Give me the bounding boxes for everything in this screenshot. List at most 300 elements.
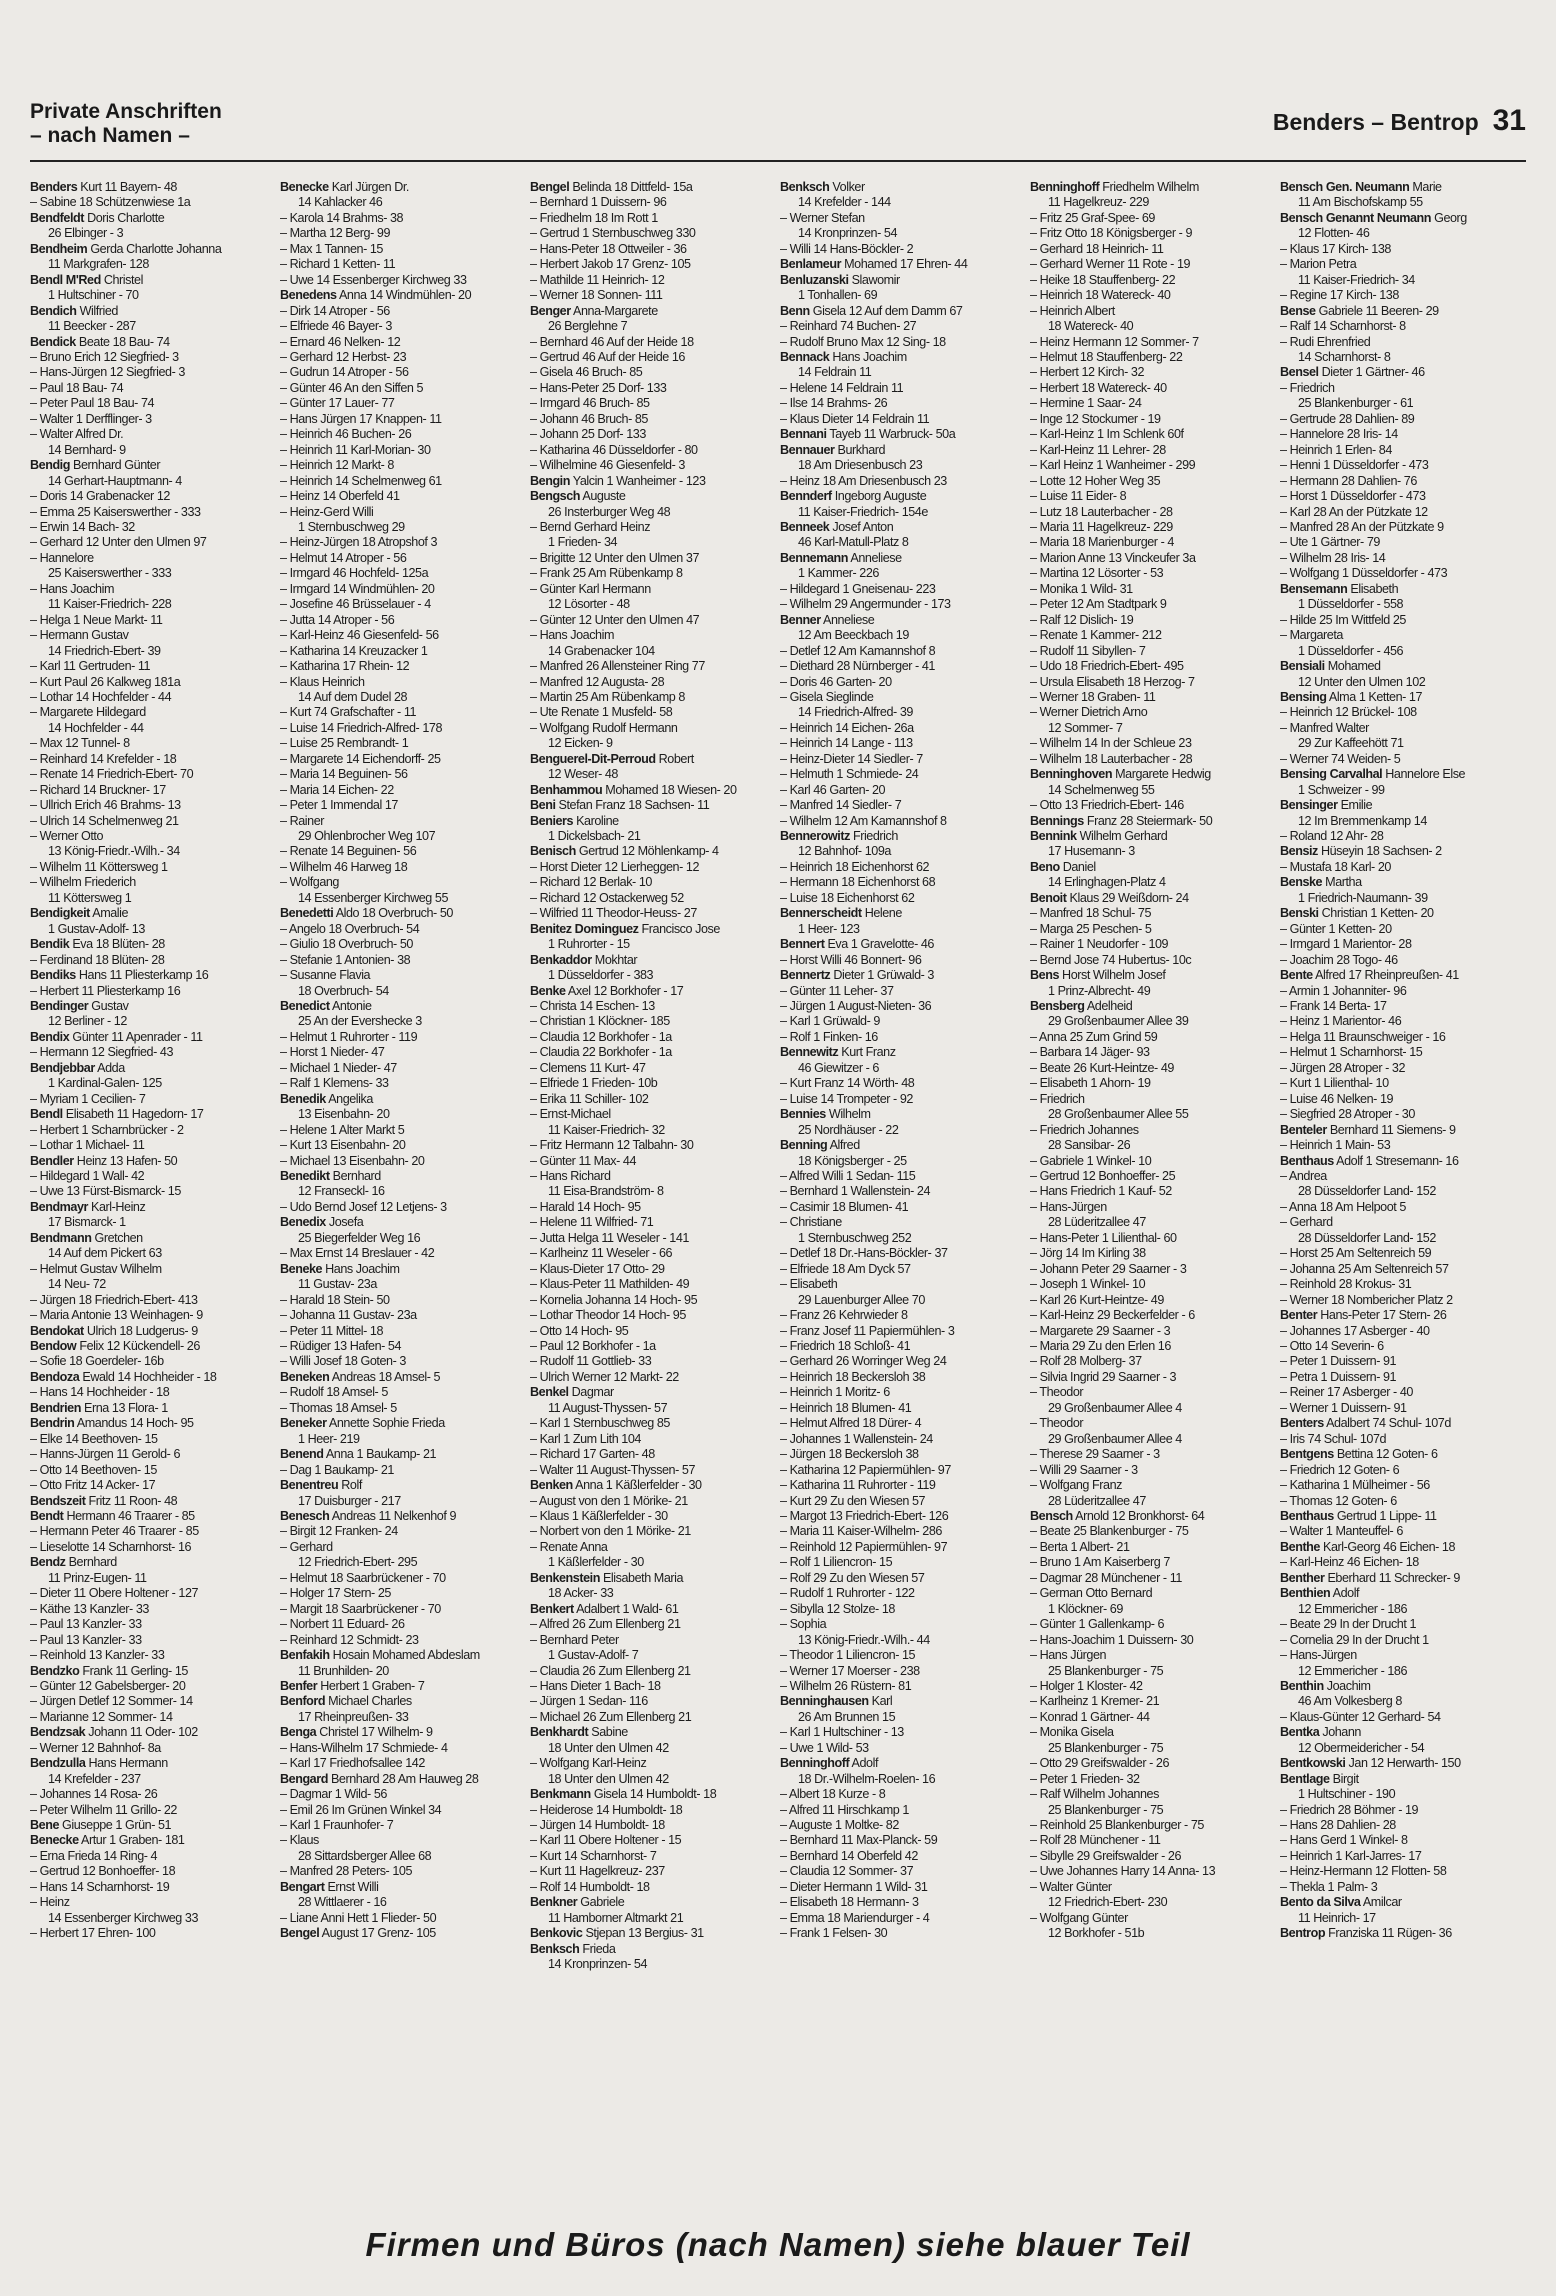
directory-entry (30, 365, 276, 380)
entry-details: 46 Am Volkesberg 8 (1298, 1694, 1402, 1709)
directory-entry (530, 1756, 776, 1771)
directory-entry (280, 1555, 526, 1570)
directory-entry (280, 1648, 526, 1663)
entry-details: Eva 18 Blüten- 28 (69, 937, 165, 952)
entry-details: Johann 11 Oder- 102 (85, 1725, 198, 1740)
directory-entry (530, 721, 776, 736)
directory-entry (30, 381, 276, 396)
entry-surname: Benecke (280, 180, 329, 194)
entry-details: 1 Schweizer - 99 (1298, 782, 1385, 797)
directory-entry (530, 1524, 776, 1539)
directory-entry (530, 659, 776, 674)
entry-surname: Beniers (530, 813, 574, 828)
entry-details: – Elke 14 Beethoven- 15 (30, 1431, 158, 1446)
entry-details: Belinda 18 Dittfeld- 15a (569, 180, 693, 194)
entry-details: – Helmut Alfred 18 Dürer- 4 (780, 1416, 922, 1431)
directory-entry (30, 242, 276, 257)
entry-details: Karl-Georg 46 Eichen- 18 (1319, 1539, 1456, 1554)
directory-entry (1030, 783, 1276, 798)
directory-entry (1030, 1385, 1276, 1400)
entry-details: Frieda (579, 1941, 616, 1956)
entry-details: – Horst 1 Düsseldorfer - 473 (1280, 489, 1426, 504)
entry-details: – Horst 25 Am Seltenreich 59 (1280, 1246, 1432, 1261)
entry-details: – Willi 14 Hans-Böckler- 2 (780, 241, 914, 256)
entry-details: – Marion Petra (1280, 257, 1357, 272)
directory-entry (780, 1154, 1026, 1169)
entry-details: – Jutta 14 Atroper - 56 (280, 612, 395, 627)
directory-entry (30, 551, 276, 566)
entry-details: – Bernhard 11 Max-Planck- 59 (780, 1833, 938, 1848)
directory-entry (30, 1864, 276, 1879)
directory-entry (1030, 489, 1276, 504)
entry-details: – Heinrich 1 Main- 53 (1280, 1138, 1391, 1153)
entry-details: 14 Krefelder - 144 (798, 195, 891, 210)
entry-surname: Benluzanski (780, 272, 849, 287)
entry-surname: Benedict (280, 999, 330, 1014)
directory-entry (1280, 798, 1526, 813)
entry-details: – Elisabeth 18 Hermann- 3 (780, 1895, 919, 1910)
entry-details: – Katharina 17 Rhein- 12 (280, 659, 410, 674)
entry-details: – Katharina 12 Papiermühlen- 97 (780, 1462, 951, 1477)
entry-details: Gustav (88, 999, 129, 1014)
entry-details: – Irmgard 1 Marientor- 28 (1280, 937, 1412, 952)
directory-entry (1280, 1293, 1526, 1308)
entry-details: – Werner 12 Bahnhof- 8a (30, 1740, 161, 1755)
entry-details: – Roland 12 Ahr- 28 (1280, 829, 1384, 844)
directory-entry (1030, 1324, 1276, 1339)
directory-entry (1030, 721, 1276, 736)
entry-details: – Friedrich (1030, 1091, 1085, 1106)
directory-entry (530, 1370, 776, 1385)
directory-entry (780, 999, 1026, 1014)
directory-entry (1280, 489, 1526, 504)
entry-details: – Hans Richard (530, 1169, 611, 1183)
entry-details: 25 Biegerfelder Weg 16 (298, 1230, 421, 1245)
entry-details: – Günter 12 Unter den Ulmen 47 (530, 612, 700, 627)
entry-surname: Benski (1280, 906, 1319, 921)
entry-details: – Jürgen 1 August-Nieten- 36 (780, 999, 932, 1014)
directory-entry (280, 1664, 526, 1679)
directory-entry (780, 1911, 1026, 1926)
directory-entry (30, 1154, 276, 1169)
directory-entry (1030, 752, 1276, 767)
entry-details: 1 Sternbuschweg 252 (798, 1230, 912, 1245)
entry-details: – Michael 26 Zum Ellenberg 21 (530, 1709, 692, 1724)
entry-details: – Norbert von den 1 Mörike- 21 (530, 1524, 691, 1539)
directory-entry (280, 1447, 526, 1462)
entry-details: Anna 14 Windmühlen- 20 (336, 288, 472, 303)
directory-entry (30, 1262, 276, 1277)
directory-entry (280, 505, 526, 520)
entry-details: Bernhard Günter (69, 458, 161, 473)
entry-details: – Günter 1 Gallenkamp- 6 (1030, 1617, 1165, 1632)
entry-details: – Reiner 17 Asberger - 40 (1280, 1385, 1413, 1400)
directory-entry (1280, 365, 1526, 380)
entry-details: Rolf (338, 1478, 362, 1493)
directory-entry (280, 1494, 526, 1509)
entry-details: – Hans Jürgen (1030, 1648, 1107, 1663)
directory-entry (1280, 860, 1526, 875)
directory-entry (280, 1833, 526, 1848)
directory-entry (1280, 937, 1526, 952)
directory-entry (1280, 1324, 1526, 1339)
directory-entry (30, 1370, 276, 1385)
entry-details: – Jürgen 1 Sedan- 116 (530, 1694, 648, 1709)
entry-details: – Sabine 18 Schützenwiese 1a (30, 195, 191, 210)
entry-surname: Bendz (30, 1555, 66, 1570)
entry-details: – Hans Jürgen 17 Knappen- 11 (280, 411, 442, 426)
entry-details: – Heinrich 18 Eichenhorst 62 (780, 859, 930, 874)
entry-details: – Hans-Jürgen (1280, 1648, 1357, 1663)
entry-details: Michael Charles (325, 1694, 412, 1709)
directory-entry (30, 1432, 276, 1447)
directory-entry (780, 1277, 1026, 1292)
directory-entry (530, 1293, 776, 1308)
directory-entry (30, 1571, 276, 1586)
entry-details: Elisabeth 11 Hagedorn- 17 (62, 1107, 204, 1122)
entry-details: – Karl 28 An der Pützkate 12 (1280, 504, 1428, 519)
directory-entry (530, 273, 776, 288)
directory-entry (1030, 659, 1276, 674)
directory-entry (30, 520, 276, 535)
directory-entry (1030, 736, 1276, 751)
directory-entry (30, 736, 276, 751)
entry-details: – Irmgard 46 Hochfeld- 125a (280, 566, 429, 581)
entry-details: – Helene 1 Alter Markt 5 (280, 1122, 405, 1137)
directory-entry (780, 1694, 1026, 1709)
entry-details: Alma 1 Ketten- 17 (1326, 689, 1423, 704)
entry-surname: Bendrin (30, 1416, 75, 1431)
entry-surname: Bennertz (780, 968, 831, 983)
directory-entry (780, 767, 1026, 782)
entry-details: – Elisabeth 1 Ahorn- 19 (1030, 1076, 1151, 1091)
directory-entry (280, 1694, 526, 1709)
directory-entry (280, 984, 526, 999)
directory-entry (30, 1308, 276, 1323)
directory-entry (780, 968, 1026, 983)
directory-entry (30, 1803, 276, 1818)
entry-details: 12 Eicken- 9 (548, 736, 613, 751)
directory-entry (530, 1138, 776, 1153)
entry-details: Hermann 46 Traarer - 85 (63, 1508, 195, 1523)
directory-entry (780, 535, 1026, 550)
entry-details: Bernhard 28 Am Hauweg 28 (327, 1771, 479, 1786)
directory-entry (530, 829, 776, 844)
entry-details: – Frank 25 Am Rübenkamp 8 (530, 566, 683, 581)
directory-entry (280, 968, 526, 983)
directory-entry (780, 1741, 1026, 1756)
directory-entry (1280, 1509, 1526, 1524)
entry-surname: Beni (530, 798, 556, 813)
entry-surname: Bensiz (1280, 844, 1318, 859)
directory-entry (30, 1524, 276, 1539)
entry-details: – Martina 12 Lösorter - 53 (1030, 566, 1164, 581)
directory-entry (780, 721, 1026, 736)
entry-details: – Günter 46 An den Siffen 5 (280, 380, 424, 395)
directory-entry (30, 644, 276, 659)
entry-details: – Alfred Willi 1 Sedan- 115 (780, 1169, 916, 1183)
directory-entry (530, 1509, 776, 1524)
directory-entry (1280, 1803, 1526, 1818)
entry-details: – Karl-Heinz 29 Beckerfelder - 6 (1030, 1308, 1195, 1323)
directory-entry (1280, 1648, 1526, 1663)
directory-column-2 (280, 180, 530, 2210)
entry-details: – Uwe 1 Wild- 53 (780, 1740, 869, 1755)
entry-details: 18 Königsberger - 25 (798, 1153, 907, 1168)
directory-entry (530, 1741, 776, 1756)
entry-details: – Maria 14 Eichen- 22 (280, 782, 394, 797)
directory-entry (1280, 1123, 1526, 1138)
directory-entry (780, 1555, 1026, 1570)
directory-entry (1280, 1772, 1526, 1787)
entry-details: – Dag 1 Baukamp- 21 (280, 1462, 394, 1477)
directory-entry (530, 1231, 776, 1246)
directory-entry (1030, 891, 1276, 906)
entry-details: 12 Im Bremmenkamp 14 (1298, 813, 1427, 828)
entry-details: Fritz 11 Roon- 48 (85, 1493, 178, 1508)
entry-details: 14 Kahlacker 46 (298, 195, 383, 210)
entry-details: – Karl-Heinz 46 Giesenfeld- 56 (280, 628, 439, 643)
entry-details: Jan 12 Herwarth- 150 (1345, 1756, 1461, 1771)
entry-details: – Ralf 1 Klemens- 33 (280, 1076, 389, 1091)
entry-details: – Wilhelm 18 Lauterbacher - 28 (1030, 751, 1193, 766)
directory-entry (780, 1509, 1026, 1524)
directory-entry (1030, 551, 1276, 566)
directory-entry (1280, 721, 1526, 736)
entry-details: 25 An der Evershecke 3 (298, 1014, 422, 1029)
directory-entry (1280, 1447, 1526, 1462)
directory-entry (530, 1385, 776, 1400)
entry-surname: Benoit (1030, 890, 1067, 905)
directory-entry (1280, 1061, 1526, 1076)
entry-details: Burkhard (834, 442, 886, 457)
entry-details: – Wolfgang Rudolf Hermann (530, 720, 678, 735)
directory-entry (280, 1324, 526, 1339)
directory-entry (280, 350, 526, 365)
entry-details: 25 Kaiserswerther - 333 (48, 566, 172, 581)
entry-details: – Gudrun 14 Atroper - 56 (280, 365, 409, 380)
entry-details: August 17 Grenz- 105 (319, 1926, 436, 1941)
directory-entry (1280, 767, 1526, 782)
entry-details: – Heinz 18 Am Driesenbusch 23 (780, 473, 947, 488)
entry-details: – Hans Joachim (530, 628, 614, 643)
entry-details: – Alfred 11 Hirschkamp 1 (780, 1802, 909, 1817)
entry-details: – Reinhard 12 Schmidt- 23 (280, 1632, 419, 1647)
entry-details: – Hermann Gustav (30, 628, 129, 643)
entry-details: – Margit 18 Saarbrückener - 70 (280, 1601, 441, 1616)
directory-entry (1030, 1030, 1276, 1045)
directory-entry (1030, 1679, 1276, 1694)
directory-entry (1030, 1076, 1276, 1091)
entry-details: – Rolf 28 Münchener - 11 (1030, 1833, 1161, 1848)
directory-entry (280, 875, 526, 890)
directory-entry (280, 226, 526, 241)
directory-entry (30, 675, 276, 690)
entry-details: – Hilde 25 Im Wittfeld 25 (1280, 612, 1406, 627)
directory-entry (280, 690, 526, 705)
directory-entry (1030, 613, 1276, 628)
directory-entry (1280, 1463, 1526, 1478)
directory-entry (280, 659, 526, 674)
entry-details: 18 Am Driesenbusch 23 (798, 458, 923, 473)
entry-surname: Benfakih (280, 1648, 330, 1663)
directory-entry (530, 937, 776, 952)
directory-entry (1030, 1555, 1276, 1570)
directory-entry (1280, 1864, 1526, 1879)
directory-entry (780, 1092, 1026, 1107)
directory-entry (1280, 1215, 1526, 1230)
directory-entry (1030, 1416, 1276, 1431)
entry-details: 18 Overbruch- 54 (298, 983, 389, 998)
entry-surname: Benhammou (530, 782, 603, 797)
directory-entry (280, 582, 526, 597)
footer-note: Firmen und Büros (nach Namen) siehe blauer Teil (365, 2226, 1191, 2263)
entry-details: – Lothar Theodor 14 Hoch- 95 (530, 1308, 686, 1323)
entry-details: – Otto 14 Severin- 6 (1280, 1338, 1384, 1353)
directory-entry (530, 1354, 776, 1369)
entry-details: – Irmgard 46 Bruch- 85 (530, 396, 650, 411)
directory-entry (780, 335, 1026, 350)
directory-entry (780, 396, 1026, 411)
entry-details: – Claudia 22 Borkhofer - 1a (530, 1045, 672, 1060)
entry-details: Margarete Hedwig (1112, 767, 1211, 782)
directory-entry (530, 1633, 776, 1648)
entry-details: Hans Joachim (829, 349, 907, 364)
entry-details: – Peter 12 Am Stadtpark 9 (1030, 597, 1167, 612)
directory-entry (280, 319, 526, 334)
directory-entry (280, 458, 526, 473)
directory-entry (1280, 1385, 1526, 1400)
entry-details: – Karl-Heinz 46 Eichen- 18 (1280, 1555, 1419, 1570)
entry-details: – Giulio 18 Overbruch- 50 (280, 937, 413, 952)
directory-entry (780, 891, 1026, 906)
directory-entry (780, 319, 1026, 334)
directory-entry (530, 613, 776, 628)
entry-details: – Richard 12 Berlak- 10 (530, 875, 652, 890)
name-range: Benders – Bentrop (1272, 109, 1479, 135)
entry-details: – Inge 12 Stockumer - 19 (1030, 411, 1161, 426)
directory-entry (530, 242, 776, 257)
directory-entry (280, 1540, 526, 1555)
entry-surname: Benther (1280, 1570, 1325, 1585)
entry-details: Alfred (827, 1138, 860, 1153)
directory-entry (30, 860, 276, 875)
entry-details: – Helmut 1 Scharnhorst- 15 (1280, 1045, 1423, 1060)
directory-entry (280, 1339, 526, 1354)
entry-details: – Jutta Helga 11 Weseler - 141 (530, 1230, 689, 1245)
directory-entry (1030, 922, 1276, 937)
directory-entry (30, 1787, 276, 1802)
directory-entry (1030, 381, 1276, 396)
entry-details: – Kurt Paul 26 Kalkweg 181a (30, 674, 181, 689)
entry-details: – Albert 18 Kurze - 8 (780, 1787, 886, 1802)
directory-entry (780, 1061, 1026, 1076)
entry-surname: Benken (530, 1478, 573, 1493)
entry-details: – Detlef 18 Dr.-Hans-Böckler- 37 (780, 1246, 948, 1261)
directory-entry (280, 1014, 526, 1029)
directory-entry (30, 891, 276, 906)
entry-details: 14 Neu- 72 (48, 1277, 106, 1292)
directory-entry (1280, 443, 1526, 458)
directory-entry (1280, 1494, 1526, 1509)
directory-entry (30, 1756, 276, 1771)
entry-details: – Reinhold 13 Kanzler- 33 (30, 1648, 165, 1663)
entry-details: 14 Gerhart-Hauptmann- 4 (48, 473, 182, 488)
directory-entry (530, 844, 776, 859)
directory-entry (1280, 381, 1526, 396)
entry-surname: Bendler (30, 1153, 74, 1168)
directory-entry (780, 1524, 1026, 1539)
entry-details: – Hans 14 Scharnhorst- 19 (30, 1879, 170, 1894)
directory-entry (280, 891, 526, 906)
directory-entry (780, 489, 1026, 504)
entry-details: – Hermann 28 Dahlien- 76 (1280, 473, 1417, 488)
directory-entry (530, 922, 776, 937)
directory-entry (1280, 1169, 1526, 1184)
directory-entry (280, 180, 526, 195)
directory-entry (530, 1401, 776, 1416)
entry-details: – Johann 25 Dorf- 133 (530, 427, 646, 442)
directory-entry (30, 705, 276, 720)
entry-surname: Benkel (530, 1385, 569, 1400)
entry-details: – Rudolf 11 Sibyllen- 7 (1030, 643, 1146, 658)
entry-details: Josef Anton (829, 519, 894, 534)
directory-entry (780, 1586, 1026, 1601)
entry-details: – Johanna 25 Am Seltenreich 57 (1280, 1261, 1449, 1276)
entry-details: – Hans-Wilhelm 17 Schmiede- 4 (280, 1740, 448, 1755)
directory-entry (780, 1231, 1026, 1246)
directory-entry (30, 1555, 276, 1570)
entry-details: – Helmut 18 Saarbrückener - 70 (280, 1570, 446, 1585)
entry-details: 1 Prinz-Albrecht- 49 (1048, 983, 1151, 998)
entry-details: – Hannelore (30, 550, 94, 565)
entry-details: – Katharina 1 Mülheimer - 56 (1280, 1478, 1430, 1493)
directory-entry (30, 968, 276, 983)
entry-details: Stjepan 13 Bergius- 31 (582, 1926, 704, 1941)
entry-details: – Heinz-Hermann 12 Flotten- 58 (1280, 1864, 1447, 1879)
entry-surname: Bendzko (30, 1663, 80, 1678)
entry-details: – Bernhard 1 Duissern- 96 (530, 195, 667, 210)
entry-details: – Bruno 1 Am Kaiserberg 7 (1030, 1555, 1170, 1570)
entry-details: 11 Köttersweg 1 (48, 890, 132, 905)
directory-entry (1030, 1200, 1276, 1215)
entry-details: Felix 12 Kückendell- 26 (76, 1338, 200, 1353)
entry-details: – Gertrud 1 Sternbuschweg 330 (530, 226, 696, 241)
directory-entry (780, 875, 1026, 890)
entry-details: – Maria 11 Hagelkreuz- 229 (1030, 519, 1173, 534)
entry-details: – Ilse 14 Brahms- 26 (780, 396, 888, 411)
entry-surname: Benske (1280, 875, 1323, 890)
directory-entry (280, 242, 526, 257)
directory-entry (530, 1555, 776, 1570)
directory-entry (1280, 1725, 1526, 1740)
entry-details: – Günter 17 Lauer- 77 (280, 396, 395, 411)
entry-details: – Johannes 1 Wallenstein- 24 (780, 1431, 933, 1446)
directory-entry (30, 1277, 276, 1292)
entry-details: – Martha 12 Berg- 99 (280, 226, 391, 241)
directory-entry (1280, 1524, 1526, 1539)
entry-details: – Heinrich 14 Lange - 113 (780, 736, 913, 751)
directory-entry (30, 304, 276, 319)
entry-details: – Klaus 17 Kirch- 138 (1280, 241, 1391, 256)
entry-surname: Benninghoven (1030, 767, 1113, 782)
directory-entry (780, 1617, 1026, 1632)
directory-entry (1280, 1664, 1526, 1679)
entry-details: – Friedhelm 18 Im Rott 1 (530, 210, 658, 225)
entry-details: Hüseyin 18 Sachsen- 2 (1317, 844, 1442, 859)
entry-details: – Manfred 12 Augusta- 28 (530, 674, 665, 689)
directory-entry (1280, 1370, 1526, 1385)
